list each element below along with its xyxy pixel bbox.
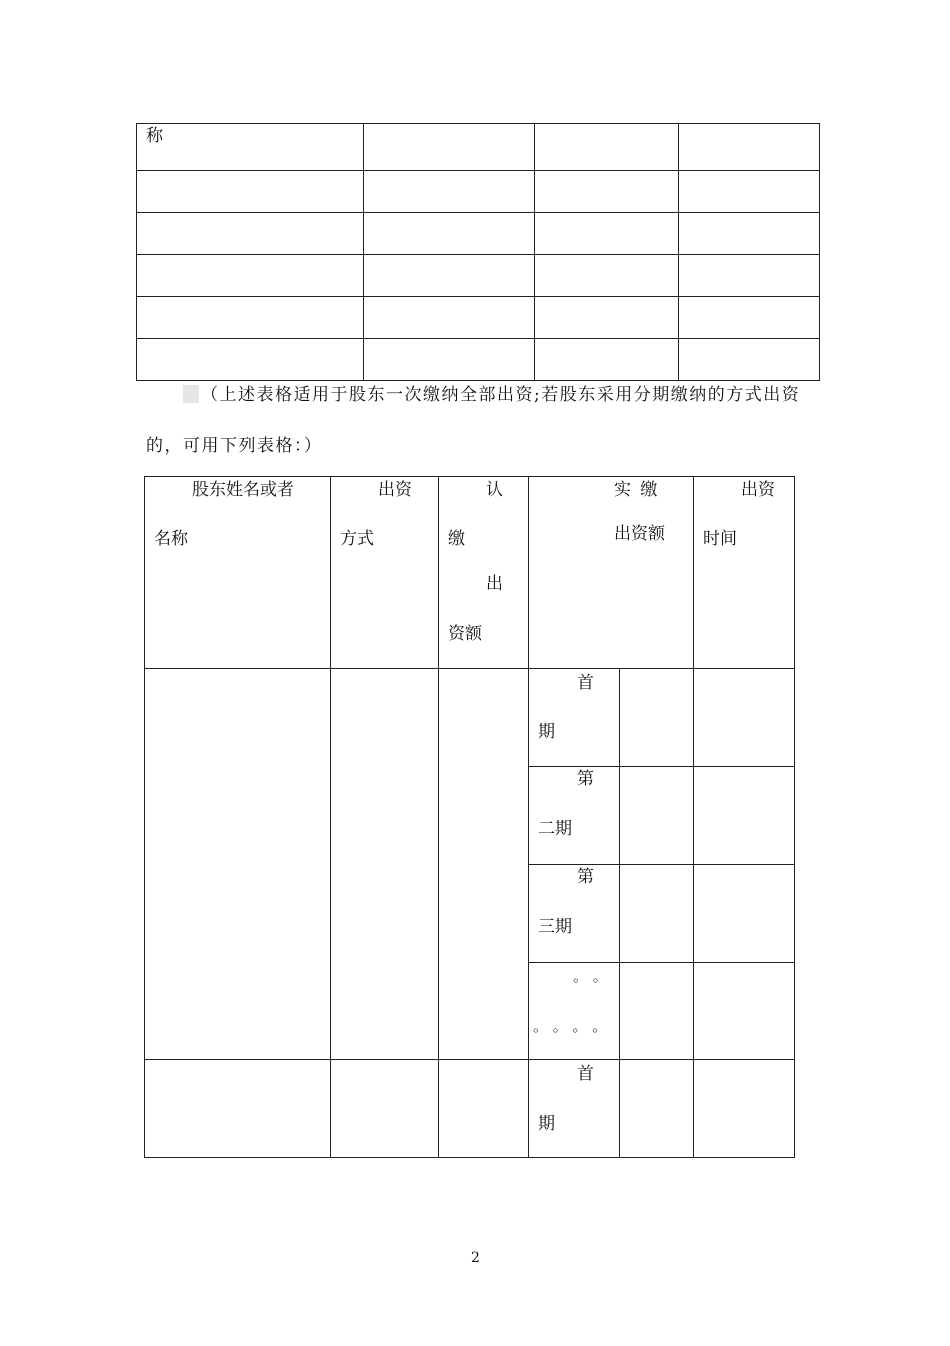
period-2-line-1: 第: [577, 769, 594, 789]
period-3-line-1: 第: [577, 867, 594, 887]
table-2-border: [144, 476, 795, 477]
table-1-col-divider: [363, 123, 364, 381]
period-3-line-2: 三期: [538, 917, 572, 937]
page-number: 2: [471, 1250, 480, 1266]
table-1-row-divider: [136, 212, 820, 213]
period-ellipsis-line-1: 。 。: [573, 967, 608, 985]
header-name-line-2: 名称: [154, 529, 188, 549]
table-2-border: [144, 1157, 795, 1158]
table-1-border: [136, 380, 820, 381]
table-1-border: [819, 123, 820, 381]
highlight-mark: [183, 385, 199, 403]
period-next-line-2: 期: [538, 1114, 555, 1134]
table-2-border: [144, 476, 145, 1158]
table-1-row-divider: [136, 296, 820, 297]
period-1-line-2: 期: [538, 722, 555, 742]
header-subscribed-line-2: 缴: [448, 529, 465, 549]
table-1-row-divider: [136, 170, 820, 171]
period-ellipsis-line-2: 。 。 。 。: [533, 1017, 608, 1035]
period-2-line-2: 二期: [538, 819, 572, 839]
table-1-border: [136, 123, 137, 381]
header-method-line-1: 出资: [378, 480, 412, 500]
note-paragraph-line-1: [183, 385, 800, 405]
table-1-row-divider: [136, 254, 820, 255]
table-2-col-divider: [619, 668, 620, 1158]
header-name-line-1: 股东姓名或者: [192, 480, 294, 500]
period-1-line-1: 首: [577, 673, 594, 693]
header-method-line-2: 方式: [340, 529, 374, 549]
table-2-period-divider: [528, 864, 795, 865]
table-1-col-divider: [534, 123, 535, 381]
note-text-1: （上述表格适用于股东一次缴纳全部出资;若股东采用分期缴纳的方式出资: [201, 385, 801, 405]
table-2-border: [794, 476, 795, 1158]
header-time-line-1: 出资: [741, 480, 775, 500]
note-paragraph-line-2: 的，可用下列表格：）: [146, 436, 323, 456]
table-2-row-divider: [144, 1059, 795, 1060]
table-1-row-divider: [136, 338, 820, 339]
table-2-col-divider: [330, 476, 331, 1158]
table-2-col-divider: [528, 476, 529, 1158]
header-paid-line-2: 出资额: [614, 524, 665, 544]
table-1-cell-text: 称: [146, 126, 163, 146]
table-2-header-divider: [144, 668, 795, 669]
period-next-line-1: 首: [577, 1064, 594, 1084]
header-subscribed-line-3: 出: [486, 574, 503, 594]
header-subscribed-line-1: 认: [486, 480, 503, 500]
header-subscribed-line-4: 资额: [448, 624, 482, 644]
table-2-period-divider: [528, 962, 795, 963]
table-2-col-divider: [693, 476, 694, 1158]
table-1-border: [136, 123, 820, 124]
table-2-col-divider: [438, 476, 439, 1158]
table-1-col-divider: [678, 123, 679, 381]
header-paid-line-1: 实 缴: [614, 480, 660, 500]
table-2-period-divider: [528, 766, 795, 767]
header-time-line-2: 时间: [703, 529, 737, 549]
